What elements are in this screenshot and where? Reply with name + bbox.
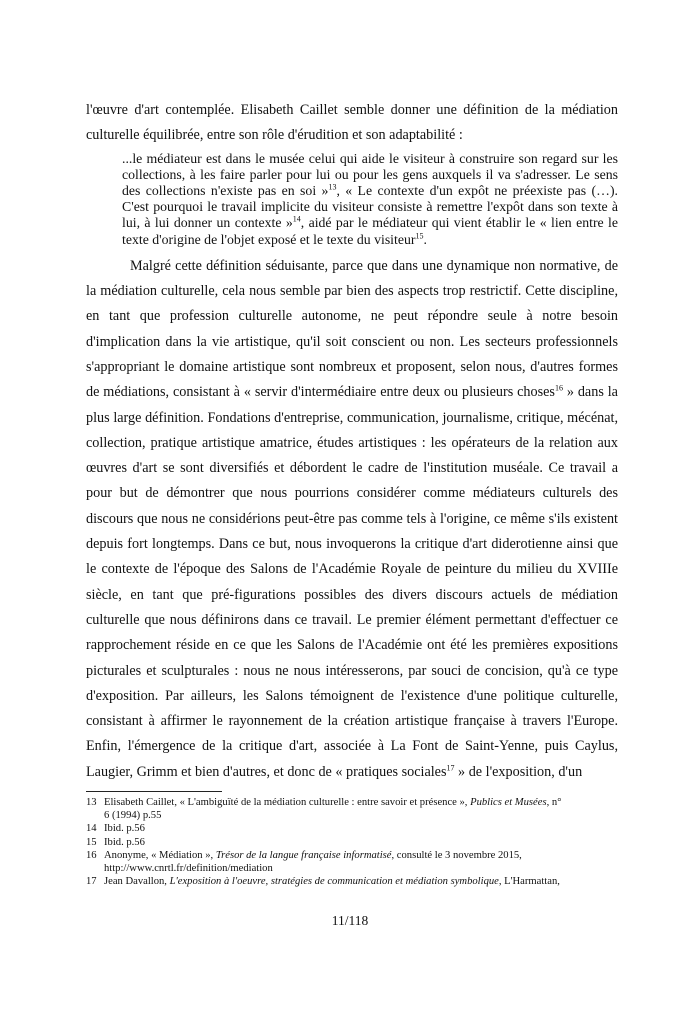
footnote-16 [86, 849, 618, 875]
footnote-title: Trésor de la langue française informatisé [215, 849, 392, 861]
footnote-ref-13[interactable]: 13 [328, 182, 337, 192]
block-quote [122, 151, 618, 248]
footnote-text: Anonyme, « Médiation », [104, 849, 216, 861]
footnote-title: L'exposition à l'oeuvre, stratégies de communication et médiation symbolique [169, 876, 499, 888]
footnote-ref-17[interactable]: 17 [446, 763, 455, 773]
quote-text-2: , « Le contexte d'un expôt ne préexiste pas (…). C'est pourquoi le travail implicite du visiteur consiste à remettre l'expôt dans son texte à lui, à lui donner un contexte » [122, 183, 618, 231]
footnote-text: , consulté le 3 novembre 2015, [391, 849, 522, 861]
footnote-number: 17 [86, 876, 97, 888]
footnote-text: Ibid. p.56 [104, 836, 145, 848]
paragraph-main-text-1: Malgré cette définition séduisante, parce que dans une dynamique non normative, de la médiation culturelle, cela nous semble par bien des aspects trop restrictif. Cette discipline, en tant que profession culturelle autonome, ne peut répondre seule à notre besoin d'implication dans la vie artistique, qu'il soit conscient ou non. Les secteurs professionnels s'appropriant le domaine artistique sont nombreux et proposent, selon nous, d'autres formes de médiations, consistant à « servir d'intermédiaire entre deux ou plusieurs choses [86, 257, 618, 401]
footnote-ref-14[interactable]: 14 [292, 214, 301, 224]
footnote-15 [86, 836, 618, 849]
paragraph-intro-text: l'œuvre d'art contemplée. Elisabeth Caillet semble donner une définition de la médiation culturelle équilibrée, entre son rôle d'érudition et son adaptabilité : [86, 102, 618, 144]
page-number: 11/118 [331, 913, 369, 928]
footnote-number: 15 [86, 836, 97, 848]
footnote-text: Elisabeth Caillet, « L'ambiguïté de la médiation culturelle : entre savoir et présence », [104, 797, 471, 809]
paragraph-main-text-2: » dans la plus large définition. Fondations d'entreprise, communication, journalisme, critique, mécénat, collection, pratique artistique amatrice, études artistiques : les opérateurs de la relation aux œuvres d'art se sont diversifiés et débordent le cadre de l'institution muséale. Ce travail a pour but de démontrer que nous pourrions considérer comme médiateurs culturels des discours que nous ne considérions peut-être pas comme tels à l'origine, ce même s'ils existent depuis fort longtemps. Dans ce but, nous invoquerons la critique d'art diderotienne ainsi que le contexte de l'époque des Salons de l'Académie Royale de peinture du milieu du XVIIIe siècle, en tant que pré-figurations possibles des divers discours actuels de médiation culturelle que nous définirons dans ce travail. Le premier élément permettant d'effectuer ce rapprochement réside en ce que les Salons de l'Académie ont été les premières expositions picturales et sculpturales : nous ne nous intéresserons, par souci de concision, qu'à ce type d'exposition. Par ailleurs, les Salons témoignent de l'existence d'une politique culturelle, consistant à affirmer le rayonnement de la création artistique française à travers l'Europe. Enfin, l'émergence de la critique d'art, associée à La Font de Saint-Yenne, puis Caylus, Laugier, Grimm et bien d'autres, et donc de « pratiques sociales [86, 384, 618, 780]
footnote-text: Ibid. p.56 [104, 823, 145, 835]
footnote-number: 16 [86, 849, 97, 861]
footnote-number: 13 [86, 797, 97, 809]
footnote-title: Publics et Musées [470, 797, 547, 809]
footnote-14 [86, 822, 618, 835]
footnote-13 [86, 796, 618, 822]
paragraph-main [86, 254, 618, 785]
footnote-text: Jean Davallon, [104, 876, 170, 888]
footnote-text: , n° [546, 797, 562, 809]
footnote-ref-15[interactable]: 15 [415, 231, 424, 241]
footnote-divider [86, 791, 222, 792]
paragraph-main-text-3: » de l'exposition, d'un [454, 763, 583, 780]
quote-text-1: ...le médiateur est dans le musée celui qui aide le visiteur à construire son regard sur les collections, à les faire parler pour lui ou pour les gens auxquels il va s'adresser. Le sens des collections n'existe pas en soi » [122, 150, 618, 198]
footnote-number: 14 [86, 823, 97, 835]
quote-text-4: . [423, 231, 427, 247]
footnote-ref-16[interactable]: 16 [554, 383, 563, 393]
page-content [86, 98, 618, 888]
footnote-text: , L'Harmattan, [498, 876, 560, 888]
footnote-link[interactable]: http://www.cnrtl.fr/definition/mediation [104, 863, 273, 875]
footnote-17 [86, 875, 618, 888]
paragraph-intro [86, 98, 618, 149]
quote-text-3: , aidé par le médiateur qui vient établir le « lien entre le texte d'origine de l'objet exposé et le texte du visiteur [122, 215, 618, 247]
footnote-text: 6 (1994) p.55 [104, 810, 162, 822]
